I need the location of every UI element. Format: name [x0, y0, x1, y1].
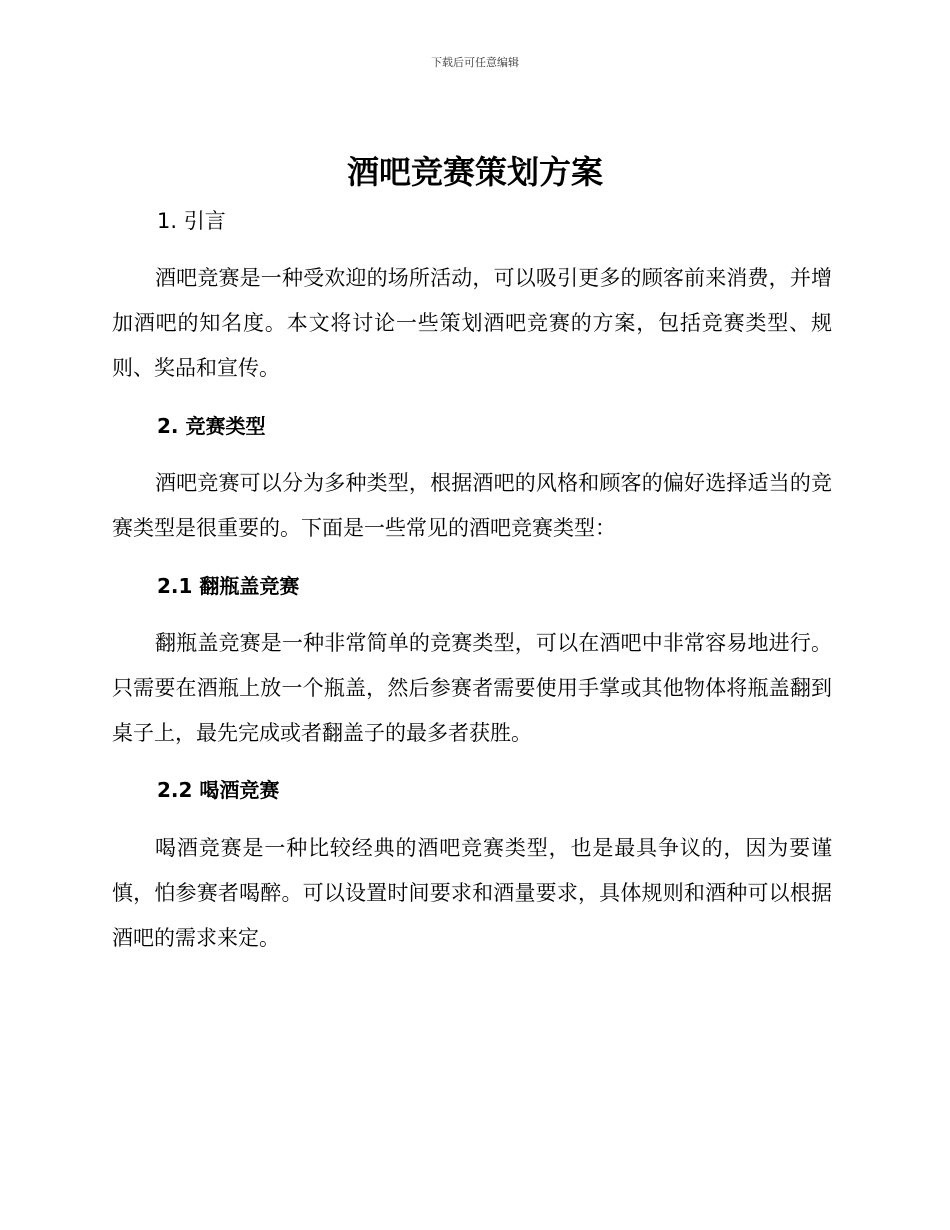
page-header: 下载后可任意编辑: [431, 56, 519, 69]
subsection-heading-bottle-cap: 2.1 翻瓶盖竞赛: [157, 574, 300, 598]
paragraph-types: 酒吧竞赛可以分为多种类型，根据酒吧的风格和顾客的偏好选择适当的竞赛类型是很重要的。下面是一些常见的酒吧竞赛类型：: [112, 471, 832, 540]
document-title: 酒吧竞赛策划方案: [346, 153, 603, 191]
section-heading-types: 2. 竞赛类型: [157, 414, 266, 438]
paragraph-drinking: 喝酒竞赛是一种比较经典的酒吧竞赛类型，也是最具争议的，因为要谨慎，怕参赛者喝醉。可以设置时间要求和酒量要求，具体规则和酒种可以根据酒吧的需求来定。: [112, 836, 832, 950]
paragraph-bottle-cap: 翻瓶盖竞赛是一种非常简单的竞赛类型，可以在酒吧中非常容易地进行。只需要在酒瓶上放一个瓶盖，然后参赛者需要使用手掌或其他物体将瓶盖翻到桌子上，最先完成或者翻盖子的最多者获胜。: [112, 631, 832, 745]
section-heading-intro: 1. 引言: [157, 209, 226, 233]
subsection-heading-drinking: 2.2 喝酒竞赛: [157, 778, 280, 802]
paragraph-intro: 酒吧竞赛是一种受欢迎的场所活动，可以吸引更多的顾客前来消费，并增加酒吧的知名度。本文将讨论一些策划酒吧竞赛的方案，包括竞赛类型、规则、奖品和宣传。: [112, 266, 832, 380]
